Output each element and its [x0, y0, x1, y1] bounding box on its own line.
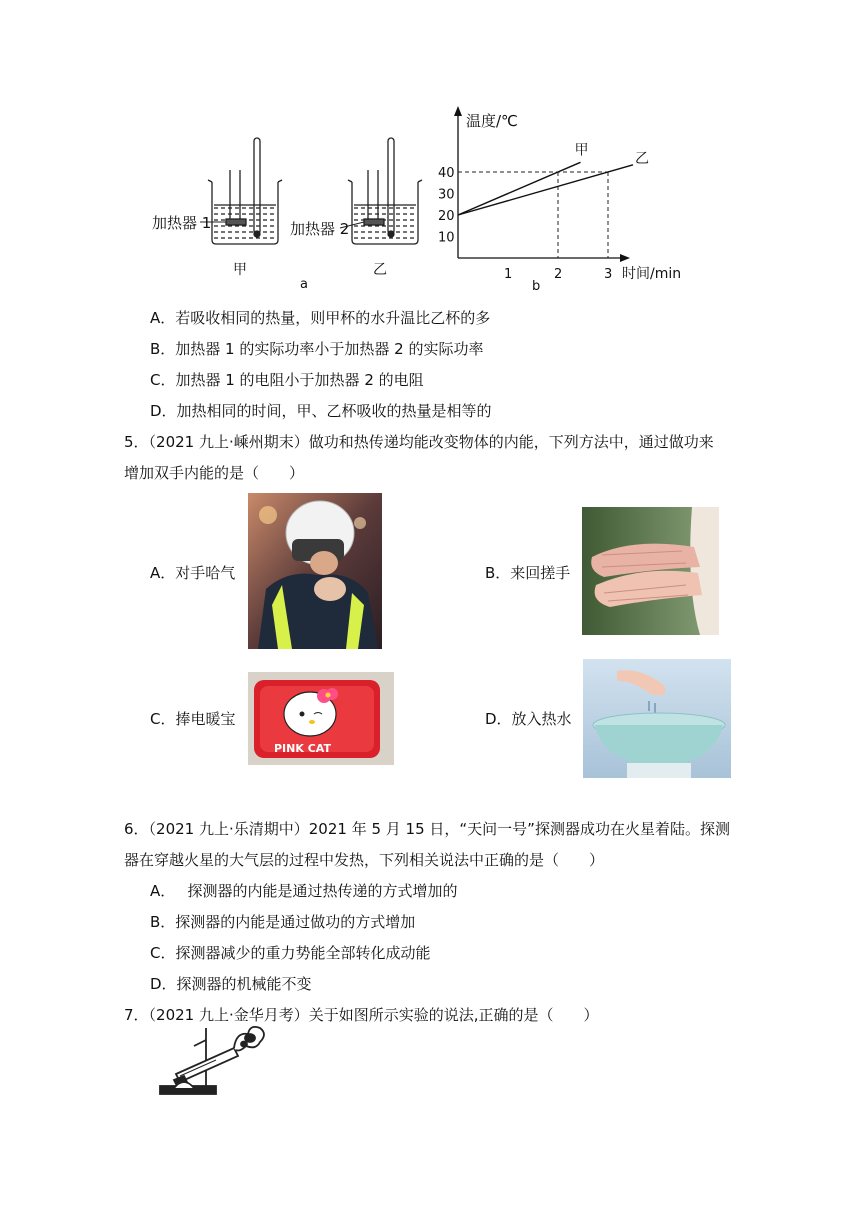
q5-option-a: A．对手哈气: [150, 564, 236, 582]
photo-hand-warmer: [248, 672, 394, 765]
temperature-time-graph: [430, 104, 690, 296]
pillow-text: PINK CAT: [274, 742, 331, 755]
y-tick-label: 20: [438, 209, 455, 224]
y-tick-label: 10: [438, 230, 455, 246]
q6-option-d: D．探测器的机械能不变: [150, 975, 312, 993]
y-axis-label: 温度/℃: [466, 112, 518, 130]
q4-option-a: A．若吸收相同的热量，则甲杯的水升温比乙杯的多: [150, 309, 491, 327]
part-a-label: a: [300, 277, 308, 292]
photo-basin-hot-water: [583, 659, 731, 778]
x-tick-label: 2: [554, 267, 563, 282]
q4-option-b: B．加热器 1 的实际功率小于加热器 2 的实际功率: [150, 340, 484, 358]
test-tube-apparatus-figure: [156, 1020, 268, 1100]
q5-option-d: D．放入热水: [485, 710, 572, 728]
y-axis-arrow: [454, 106, 462, 116]
q6-stem-line2: 器在穿越火星的大气层的过程中发热，下列相关说法中正确的是（ ）: [124, 851, 605, 869]
photo-blowing-on-hands: [248, 493, 382, 649]
heater2-label: 加热器 2: [290, 220, 350, 238]
beakers-illustration: [150, 130, 440, 295]
x-tick-label: 1: [504, 267, 513, 282]
x-axis-label: 时间/min: [622, 266, 682, 282]
q6-option-c: C．探测器减少的重力势能全部转化成动能: [150, 944, 431, 962]
q6-stem-line1: 6．（2021 九上·乐清期中）2021 年 5 月 15 日，“天问一号”探测器成功在火星着陆。探测: [124, 820, 730, 838]
q5-option-b: B．来回搓手: [485, 564, 571, 582]
q5-option-c: C．捧电暖宝: [150, 710, 236, 728]
q6-option-b: B．探测器的内能是通过做功的方式增加: [150, 913, 416, 931]
q4-option-d: D．加热相同的时间，甲、乙杯吸收的热量是相等的: [150, 402, 492, 420]
y-tick-label: 30: [438, 187, 455, 203]
beaker-yi-caption: 乙: [373, 262, 387, 278]
q5-stem-line1: 5．（2021 九上·嵊州期末）做功和热传递均能改变物体的内能，下列方法中，通过做功来: [124, 433, 714, 451]
beaker-jia: [208, 138, 282, 244]
series-label-jia: 甲: [574, 142, 589, 159]
heater1-label: 加热器 1: [152, 214, 212, 232]
y-tick-label: 40: [438, 166, 455, 181]
q6-option-a: A． 探测器的内能是通过热传递的方式增加的: [150, 882, 458, 900]
line-chart: [430, 104, 690, 296]
series-line-jia: [458, 162, 581, 215]
beaker-jia-caption: 甲: [233, 262, 247, 278]
part-b-label: b: [532, 279, 541, 294]
q4-option-c: C．加热器 1 的电阻小于加热器 2 的电阻: [150, 371, 424, 389]
beaker-yi: [348, 138, 422, 244]
beaker-figure: [150, 130, 440, 295]
photo-rubbing-hands: [582, 507, 719, 635]
q7-stem-line1: 7．（2021 九上·金华月考）关于如图所示实验的说法,正确的是（ ）: [124, 1006, 599, 1024]
q5-stem-line2: 增加双手内能的是（ ）: [124, 464, 305, 482]
series-label-yi: 乙: [635, 150, 649, 167]
x-axis-arrow: [620, 254, 630, 262]
x-tick-label: 3: [604, 267, 613, 282]
